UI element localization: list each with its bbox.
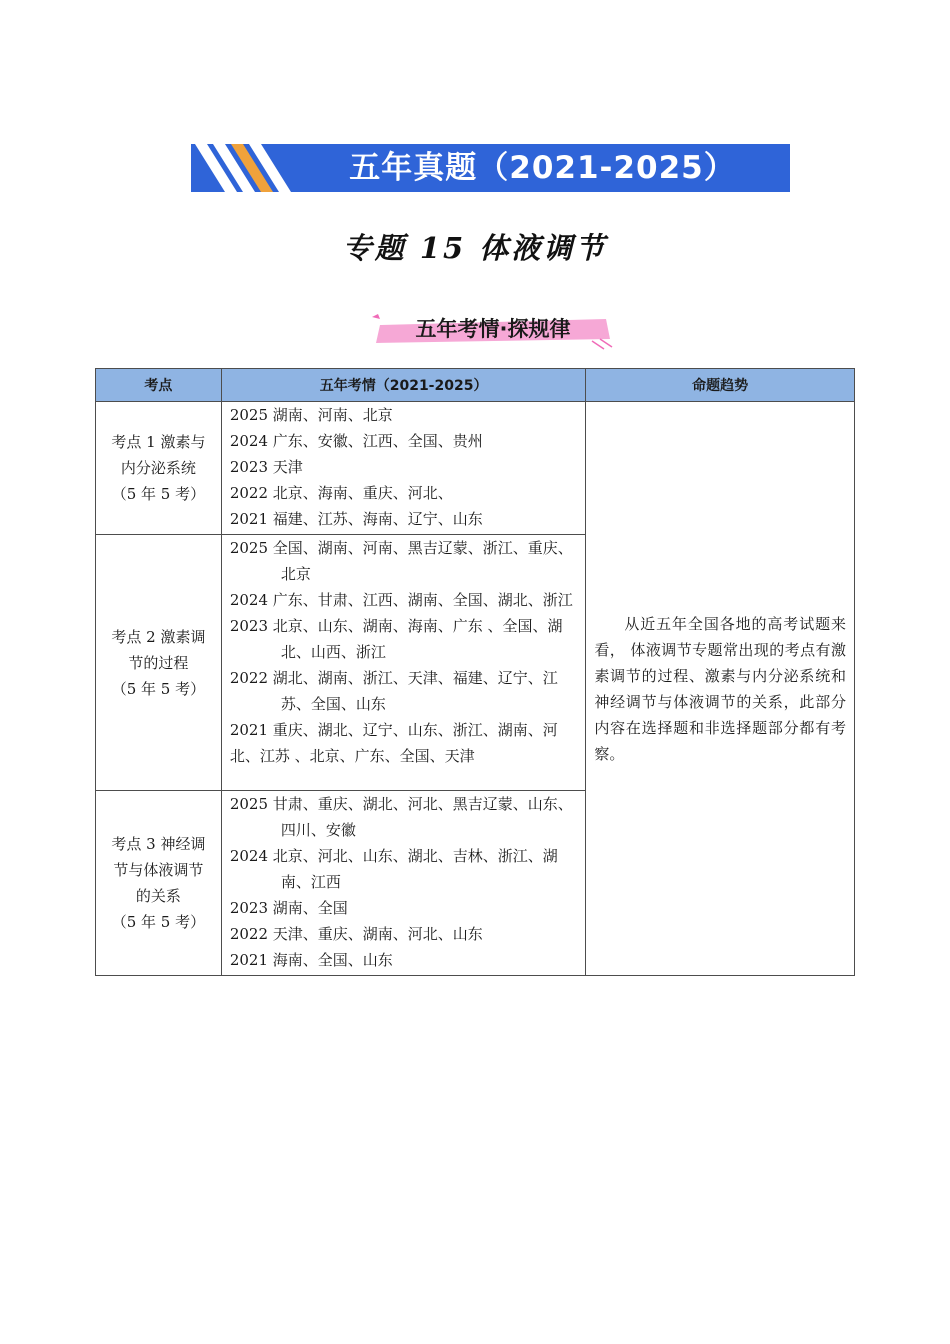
topic-title: 专题 15 体液调节: [342, 231, 608, 265]
year-entry: 2023 天津: [229, 458, 303, 476]
exam-point-line: 考点 3 神经调: [111, 835, 206, 853]
section-heading-text: 五年考情·探规律: [415, 317, 571, 341]
exam-point-line: 节的过程: [128, 653, 189, 672]
exam-point-cell: [96, 402, 222, 535]
year-entry: 2021 福建、江苏、海南、辽宁、山东: [229, 510, 483, 528]
column-header-years: 五年考情（2021-2025）: [221, 369, 586, 402]
table-row: [96, 402, 855, 535]
column-header-trend: 命题趋势: [586, 369, 855, 402]
year-entry: 2024 广东、安徽、江西、全国、贵州: [229, 432, 483, 450]
year-entry: 2022 北京、海南、重庆、河北、: [229, 484, 453, 502]
year-entry: 2021 重庆、湖北、辽宁、山东、浙江、湖南、河北、江苏 、北京、广东、全国、天津: [229, 721, 558, 765]
year-entry: 2024 广东、甘肃、江西、湖南、全国、湖北、浙江: [229, 591, 573, 609]
exam-years-cell: [221, 791, 586, 976]
exam-years-cell: [221, 535, 586, 791]
year-entry: 2021 海南、全国、山东: [229, 951, 393, 969]
header-banner: [191, 144, 790, 192]
column-header-point: 考点: [96, 369, 222, 402]
section-heading: [370, 305, 616, 351]
year-entry: 2025 甘肃、重庆、湖北、河北、黑吉辽蒙、山东、四川、安徽: [229, 795, 573, 839]
year-entry: 2024 北京、河北、山东、湖北、吉林、浙江、湖南、江西: [229, 847, 558, 891]
banner-stripes-decoration: [191, 144, 301, 192]
exam-point-line: 考点 2 激素调: [111, 627, 206, 646]
year-entry: 2022 湖北、湖南、浙江、天津、福建、辽宁、江苏、全国、山东: [229, 669, 558, 713]
table-header-row: [96, 369, 855, 402]
exam-point-line: 节与体液调节: [113, 861, 204, 879]
year-entry: 2023 北京、山东、湖南、海南、广东 、全国、湖北、山西、浙江: [229, 617, 563, 661]
exam-point-line: （5 年 5 考）: [111, 679, 206, 698]
year-entry: 2025 全国、湖南、河南、黑吉辽蒙、浙江、重庆、北京: [229, 539, 573, 583]
year-entry: 2023 湖南、全国: [229, 899, 348, 917]
year-entry: 2022 天津、重庆、湖南、河北、山东: [229, 925, 483, 943]
exam-point-line: 的关系: [135, 887, 181, 905]
trend-text: 从近五年全国各地的高考试题来看， 体液调节专题常出现的考点有激素调节的过程、激素与内分泌系统和神经调节与体液调节的关系，此部分内容在选择题和非选择题部分都有考察。: [594, 614, 846, 763]
exam-point-line: （5 年 5 考）: [111, 913, 206, 931]
exam-years-cell: [221, 402, 586, 535]
exam-point-cell: [96, 535, 222, 791]
exam-analysis-table: [95, 368, 855, 976]
exam-point-line: 内分泌系统: [120, 459, 196, 477]
exam-point-line: 考点 1 激素与: [111, 433, 206, 451]
year-entry: 2025 湖南、河南、北京: [229, 406, 393, 424]
exam-point-line: （5 年 5 考）: [111, 485, 206, 503]
exam-point-cell: [96, 791, 222, 976]
trend-cell: [586, 402, 855, 976]
banner-title: 五年真题（2021-2025）: [349, 150, 736, 186]
